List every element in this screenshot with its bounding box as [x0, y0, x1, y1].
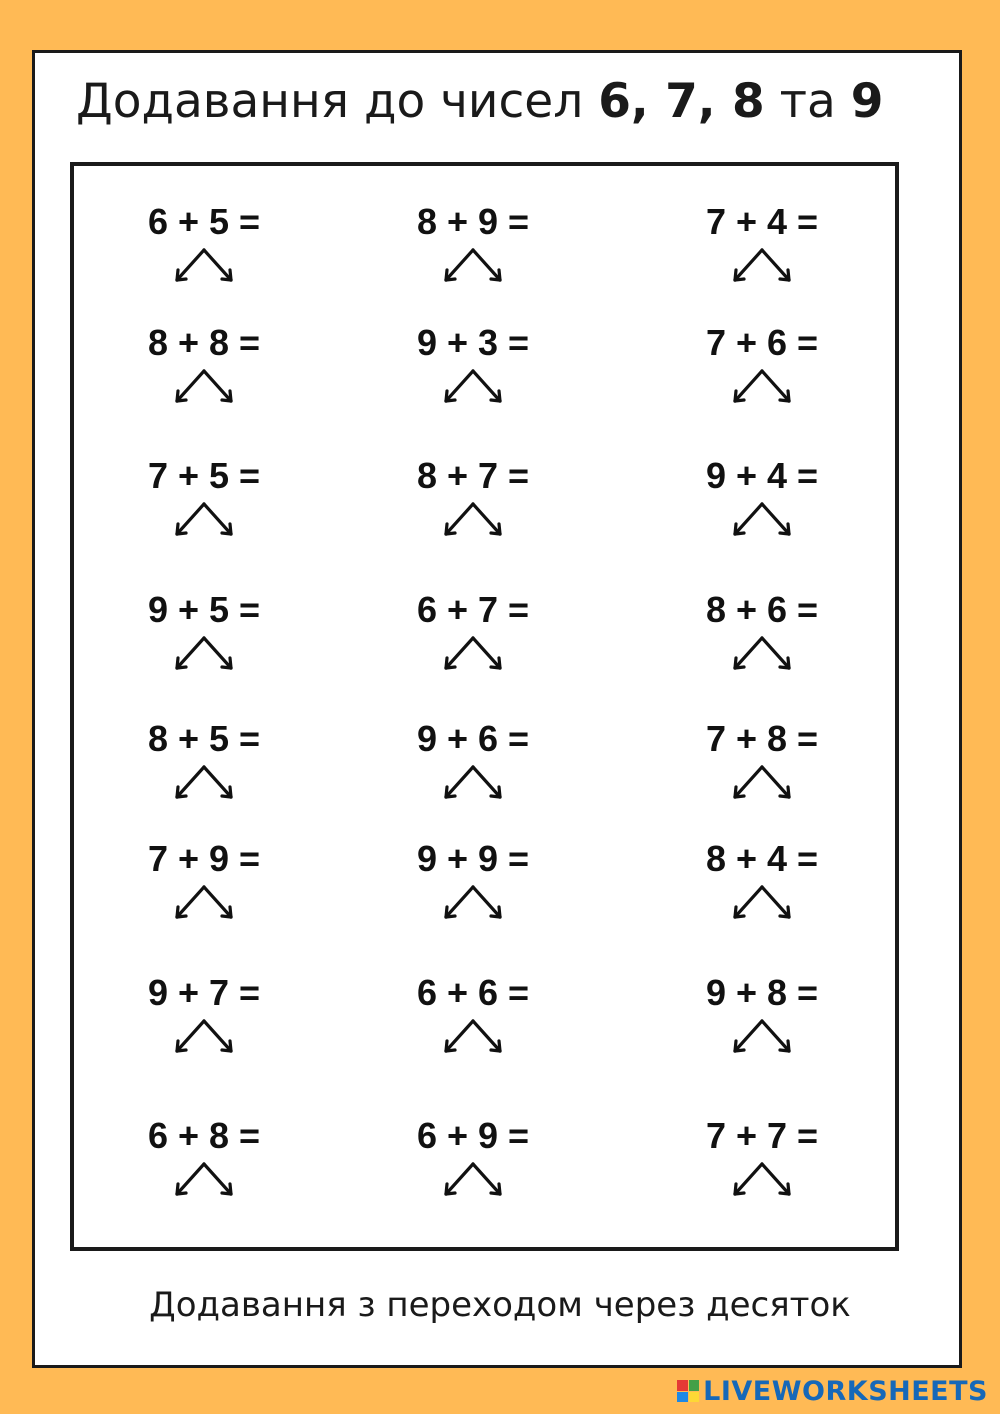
- problem-item: [682, 456, 842, 556]
- problem-item: [682, 202, 842, 302]
- problem-expression: 7 + 4 =: [705, 201, 819, 242]
- brand-logo-icon: [677, 1380, 699, 1402]
- title-numbers-a: 6, 7, 8: [598, 74, 765, 129]
- problem-expression: 9 + 7 =: [147, 972, 261, 1013]
- problem-expression: 8 + 7 =: [416, 455, 530, 496]
- split-arrows-icon: [438, 1160, 508, 1204]
- problem-expression: 7 + 7 =: [705, 1115, 819, 1156]
- split-arrows-icon: [727, 634, 797, 678]
- problem-item: [682, 719, 842, 819]
- split-arrows-icon: [169, 883, 239, 927]
- title-numbers-b: 9: [850, 74, 884, 129]
- problem-expression: 7 + 8 =: [705, 718, 819, 759]
- split-arrows-icon: [727, 246, 797, 290]
- split-arrows-icon: [169, 763, 239, 807]
- title-prefix: Додавання до чисел: [76, 74, 599, 129]
- problem-item: [682, 839, 842, 939]
- problem-item: [682, 590, 842, 690]
- problem-expression: 9 + 6 =: [416, 718, 530, 759]
- brand-name: LIVEWORKSHEETS: [703, 1375, 988, 1407]
- split-arrows-icon: [169, 1017, 239, 1061]
- problem-item: [393, 323, 553, 423]
- split-arrows-icon: [438, 883, 508, 927]
- split-arrows-icon: [727, 883, 797, 927]
- problem-expression: 9 + 5 =: [147, 589, 261, 630]
- split-arrows-icon: [169, 634, 239, 678]
- split-arrows-icon: [727, 367, 797, 411]
- problem-expression: 6 + 7 =: [416, 589, 530, 630]
- split-arrows-icon: [438, 246, 508, 290]
- problem-item: [393, 202, 553, 302]
- problem-expression: 9 + 4 =: [705, 455, 819, 496]
- title-and: та: [764, 74, 851, 129]
- problem-expression: 9 + 3 =: [416, 322, 530, 363]
- problem-item: [682, 1116, 842, 1216]
- worksheet-subtitle: Додавання з переходом через десяток: [149, 1285, 851, 1325]
- problem-expression: 8 + 9 =: [416, 201, 530, 242]
- split-arrows-icon: [169, 367, 239, 411]
- split-arrows-icon: [727, 1017, 797, 1061]
- split-arrows-icon: [438, 500, 508, 544]
- problem-item: [124, 1116, 284, 1216]
- page-title: [76, 72, 884, 132]
- problem-item: [124, 973, 284, 1073]
- problem-expression: 6 + 9 =: [416, 1115, 530, 1156]
- problem-expression: 6 + 8 =: [147, 1115, 261, 1156]
- problem-item: [124, 323, 284, 423]
- split-arrows-icon: [727, 500, 797, 544]
- problem-item: [393, 590, 553, 690]
- problem-expression: 7 + 6 =: [705, 322, 819, 363]
- problem-item: [124, 590, 284, 690]
- problem-item: [393, 973, 553, 1073]
- split-arrows-icon: [727, 763, 797, 807]
- problem-expression: 8 + 4 =: [705, 838, 819, 879]
- problem-item: [393, 456, 553, 556]
- brand-watermark: [677, 1374, 988, 1408]
- problem-item: [682, 323, 842, 423]
- problem-item: [124, 719, 284, 819]
- problem-expression: 9 + 8 =: [705, 972, 819, 1013]
- problems-box: [70, 162, 899, 1251]
- problem-expression: 9 + 9 =: [416, 838, 530, 879]
- split-arrows-icon: [438, 634, 508, 678]
- problem-expression: 7 + 9 =: [147, 838, 261, 879]
- split-arrows-icon: [438, 367, 508, 411]
- split-arrows-icon: [169, 500, 239, 544]
- split-arrows-icon: [438, 763, 508, 807]
- split-arrows-icon: [438, 1017, 508, 1061]
- problem-expression: 7 + 5 =: [147, 455, 261, 496]
- problem-item: [124, 839, 284, 939]
- problem-item: [124, 202, 284, 302]
- problem-item: [682, 973, 842, 1073]
- problem-expression: 6 + 5 =: [147, 201, 261, 242]
- split-arrows-icon: [727, 1160, 797, 1204]
- problem-item: [393, 719, 553, 819]
- problem-item: [124, 456, 284, 556]
- problem-expression: 8 + 5 =: [147, 718, 261, 759]
- problem-item: [393, 1116, 553, 1216]
- problem-expression: 8 + 6 =: [705, 589, 819, 630]
- problem-item: [393, 839, 553, 939]
- split-arrows-icon: [169, 246, 239, 290]
- problem-expression: 8 + 8 =: [147, 322, 261, 363]
- problem-expression: 6 + 6 =: [416, 972, 530, 1013]
- split-arrows-icon: [169, 1160, 239, 1204]
